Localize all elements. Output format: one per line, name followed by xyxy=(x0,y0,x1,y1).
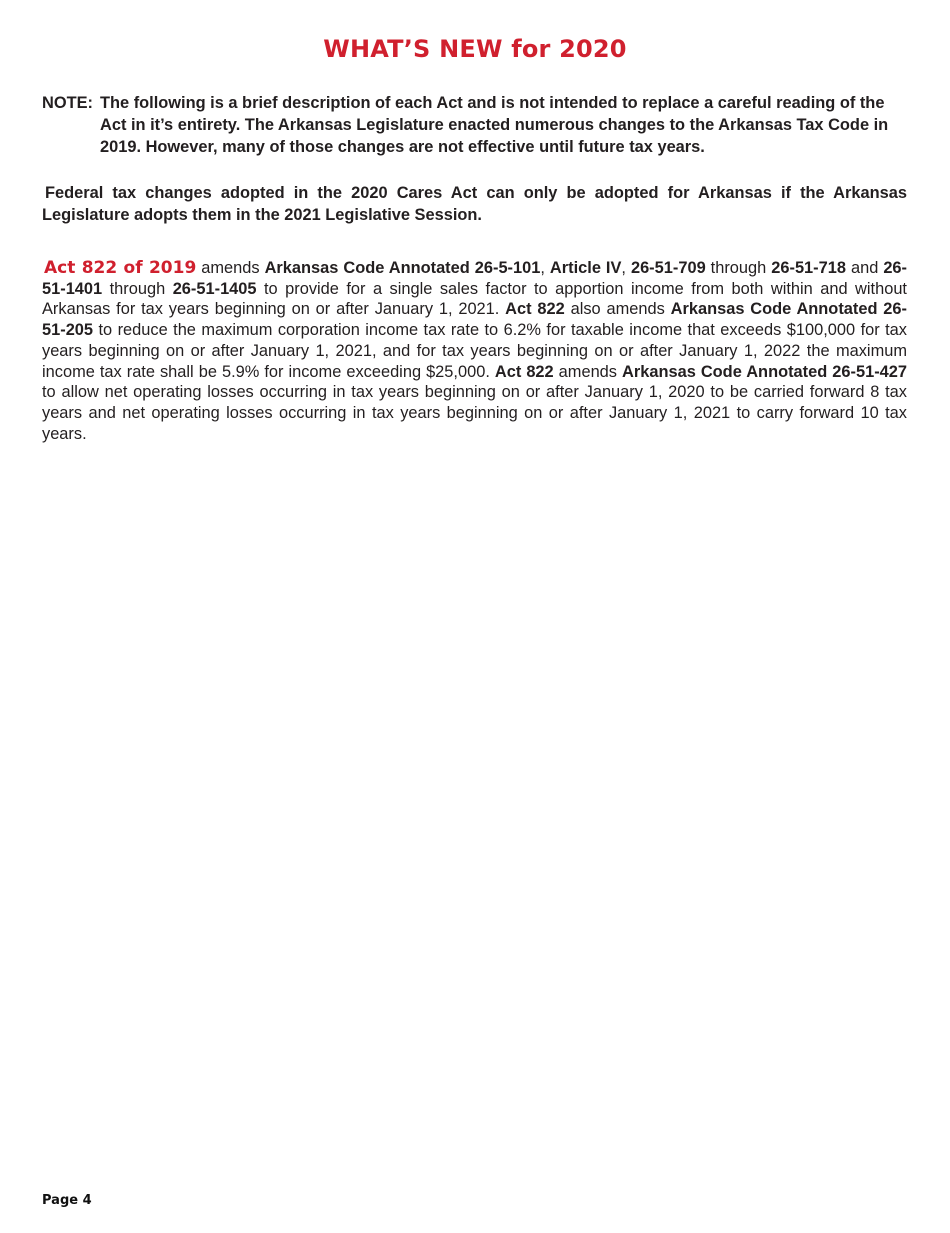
act-text: through xyxy=(102,279,173,298)
code-reference-26-51-1401: 26-51-1401 xyxy=(42,259,908,298)
act-text: , xyxy=(621,259,631,277)
act-text: to reduce the maximum corporation income tax rate to 6.2% for taxable income that exceeds $100,000 for tax years beginning on or after January 1, 2021, and for tax years beginning on or after January 1, 2022 the maximum income tax rate shall be 5.9% for income exceeding $25,000. xyxy=(42,321,907,381)
code-reference-26-51-205: Arkansas Code Annotated 26-51-205 xyxy=(42,300,907,340)
act-text: amends xyxy=(196,259,265,277)
note-text: The following is a brief description of each Act and is not intended to replace a careful reading of the Act in it’s entirety. The Arkansas Legislature enacted numerous changes to the Arkansas Tax Code in 2019. However, many of those changes are not effective until future tax years. xyxy=(100,94,889,156)
act-text: to provide for a single sales factor to apportion income from both within and without Arkansas for tax years beginning on or after January 1, 2021. xyxy=(42,279,907,319)
note-block xyxy=(42,92,907,158)
page-title: WHAT’S NEW for 2020 xyxy=(323,35,627,63)
note-row xyxy=(42,92,907,158)
act-reference: Act 822 xyxy=(494,362,554,381)
code-reference-26-51-709: 26-51-709 xyxy=(630,259,706,277)
page-number: Page 4 xyxy=(42,1193,92,1208)
federal-cares-act-paragraph: Federal tax changes adopted in the 2020 Cares Act can only be adopted for Arkansas if the Arkansas Legislature adopts them in the 2021 Legislative Session. xyxy=(42,184,907,224)
act-text: to allow net operating losses occurring in tax years beginning on or after January 1, 2020 to be carried forward 8 tax years and net operating losses occurring in tax years beginning on or after January 1, 2021 to carry forward 10 tax years. xyxy=(42,383,907,443)
act-822-title: Act 822 of 2019 xyxy=(44,258,197,278)
code-reference-26-5-101: Arkansas Code Annotated 26-5-101 xyxy=(264,259,541,277)
act-text: through xyxy=(705,259,772,277)
code-reference-26-51-718: 26-51-718 xyxy=(771,259,846,277)
code-reference-26-51-1405: 26-51-1405 xyxy=(172,279,257,298)
act-text: also amends xyxy=(564,300,671,319)
act-text: and xyxy=(845,259,884,277)
code-reference-26-51-427: Arkansas Code Annotated 26-51-427 xyxy=(622,362,907,381)
act-reference: Act 822 xyxy=(505,300,565,319)
code-reference-article-iv: Article IV xyxy=(549,259,622,277)
act-text: , xyxy=(540,259,550,277)
act-822-paragraph xyxy=(42,258,907,444)
note-label: NOTE: xyxy=(42,94,93,112)
act-text: amends xyxy=(553,362,623,381)
